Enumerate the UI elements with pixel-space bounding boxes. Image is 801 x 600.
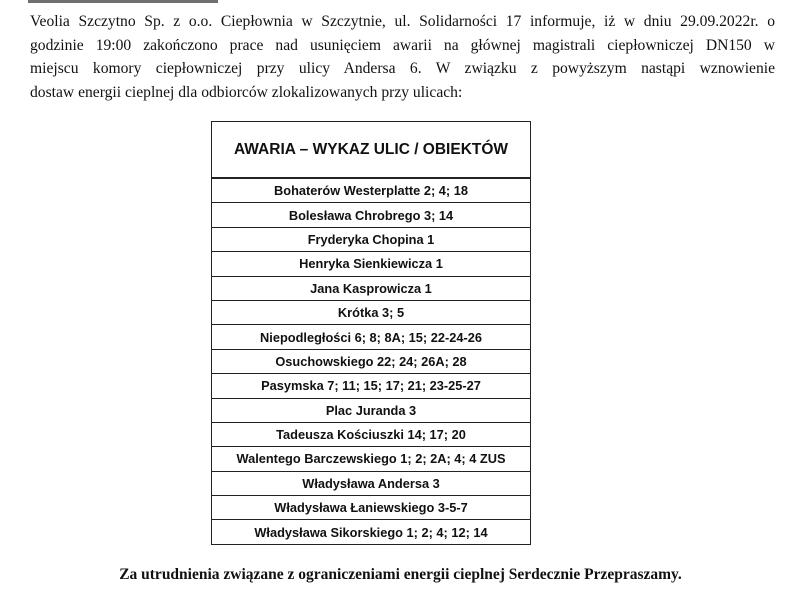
notice-line-2: godzinie 19:00 zakończono prace nad usunięciem awarii na głównej magistrali ciepłowniczej DN150 w	[30, 36, 775, 54]
table-row	[212, 252, 531, 276]
table-row	[212, 203, 531, 227]
table-row	[212, 520, 531, 544]
street-cell: Niepodległości 6; 8; 8A; 15; 22-24-26	[212, 325, 531, 349]
street-cell: Fryderyka Chopina 1	[212, 227, 531, 251]
street-cell: Bolesława Chrobrego 3; 14	[212, 203, 531, 227]
notice-paragraph	[30, 10, 775, 104]
street-cell: Osuchowskiego 22; 24; 26A; 28	[212, 349, 531, 373]
street-cell: Henryka Sienkiewicza 1	[212, 252, 531, 276]
table-row	[212, 496, 531, 520]
street-cell: Jana Kasprowicza 1	[212, 276, 531, 300]
street-cell: Tadeusza Kościuszki 14; 17; 20	[212, 422, 531, 446]
street-cell: Władysława Łaniewskiego 3-5-7	[212, 496, 531, 520]
table-header: AWARIA – WYKAZ ULIC / OBIEKTÓW	[212, 122, 531, 179]
table-row	[212, 276, 531, 300]
closing-apology: Za utrudnienia związane z ograniczeniami energii cieplnej Serdecznie Przepraszamy.	[119, 566, 682, 583]
street-cell: Władysława Sikorskiego 1; 2; 4; 12; 14	[212, 520, 531, 544]
street-list-table	[211, 121, 531, 545]
street-cell: Plac Juranda 3	[212, 398, 531, 422]
table-row	[212, 447, 531, 471]
top-divider	[28, 0, 218, 3]
notice-line-1: Veolia Szczytno Sp. z o.o. Ciepłownia w Szczytnie, ul. Solidarności 17 informuje, iż w dniu 29.09.2022r. o	[30, 13, 775, 30]
table-row	[212, 471, 531, 495]
table-row	[212, 227, 531, 251]
street-cell: Bohaterów Westerplatte 2; 4; 18	[212, 178, 531, 203]
street-cell: Władysława Andersa 3	[212, 471, 531, 495]
notice-line-4: dostaw energii cieplnej dla odbiorców zlokalizowanych przy ulicach:	[30, 83, 463, 101]
notice-line-3: miejscu komory ciepłowniczej przy ulicy Andersa 6. W związku z powyższym nastąpi wznowienie	[30, 60, 775, 77]
table-row	[212, 422, 531, 446]
table-header-row	[212, 122, 531, 179]
table-row	[212, 325, 531, 349]
street-cell: Krótka 3; 5	[212, 300, 531, 324]
table-row	[212, 374, 531, 398]
table-row	[212, 398, 531, 422]
table-row	[212, 349, 531, 373]
table-row	[212, 300, 531, 324]
table-row	[212, 178, 531, 203]
street-cell: Pasymska 7; 11; 15; 17; 21; 23-25-27	[212, 374, 531, 398]
street-cell: Walentego Barczewskiego 1; 2; 2A; 4; 4 ZUS	[212, 447, 531, 471]
